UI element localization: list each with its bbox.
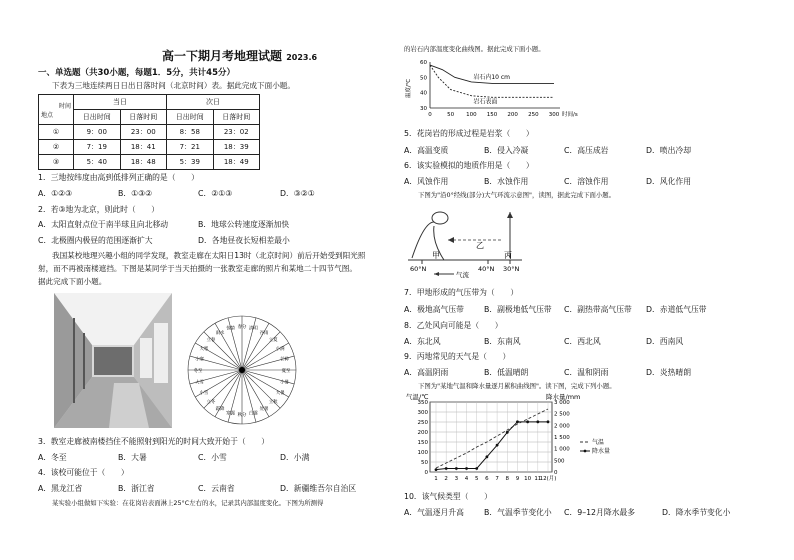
precipitation-point xyxy=(506,431,509,434)
q2-stem: 2．若③地为北京，则此时（ ） xyxy=(38,205,160,214)
subheader: 日出时间 xyxy=(167,110,214,125)
x-tick-label: 3 xyxy=(454,476,459,482)
header-day1: 当日 xyxy=(74,95,167,110)
y-tick-left: 0 xyxy=(424,470,428,476)
q2-option-b[interactable]: B．地球公转速度逐渐加快 xyxy=(198,220,290,229)
x-tick-label: 1 xyxy=(434,476,438,482)
passage2-line3: 据此完成下面小题。 xyxy=(38,277,107,286)
q3-option-b[interactable]: B．大暑 xyxy=(118,453,147,462)
x-tick-label: 9 xyxy=(515,476,520,482)
q7-option-b[interactable]: B．副极地低气压带 xyxy=(484,305,552,314)
passage2-line2: 射，而不再被南楼遮挡。下图是某同学于当天拍摄的一张教室走廊的照片和某地二十四节气图。 xyxy=(38,264,357,273)
q6-option-b[interactable]: B．水蚀作用 xyxy=(484,177,529,186)
q9-stem: 9．丙地常见的天气是（ ） xyxy=(404,352,511,361)
cell: 18：41 xyxy=(120,140,167,155)
airflow-label: 气流 xyxy=(456,271,469,279)
series-label: 岩石内10 cm xyxy=(473,73,511,81)
q9-option-d[interactable]: D．炎热晴朗 xyxy=(646,368,691,377)
x-axis-label: 时间/s xyxy=(562,112,578,118)
sunrise-table xyxy=(38,94,260,170)
x-tick-label: 150 xyxy=(486,112,498,118)
solar-term-label: 雨水 xyxy=(215,330,225,336)
q3-option-a[interactable]: A．冬至 xyxy=(38,453,67,462)
y-tick-label: 40 xyxy=(420,90,427,97)
table-row xyxy=(39,125,260,140)
q2-option-d[interactable]: D．各地昼夜长短相差最小 xyxy=(198,236,290,245)
solar-term-label: 小寒 xyxy=(195,357,204,363)
solar-term-label: 寒露 xyxy=(226,411,236,417)
q7-stem: 7．甲地形成的气压带为（ ） xyxy=(404,288,519,297)
q7-option-d[interactable]: D．赤道低气压带 xyxy=(646,305,707,314)
table-corner xyxy=(39,95,74,125)
series-line xyxy=(430,65,554,97)
precipitation-point xyxy=(435,468,438,471)
cell: 7：21 xyxy=(167,140,214,155)
q6-option-a[interactable]: A．风蚀作用 xyxy=(404,177,449,186)
cell: 9：00 xyxy=(74,125,121,140)
passage5: 下图为"某地气温和降水量逐月累积曲线图"。读下图，完成下列小题。 xyxy=(418,382,616,390)
solar-term-label: 小雪 xyxy=(199,391,209,396)
cell: 23：02 xyxy=(213,125,260,140)
q1-option-b[interactable]: B．①③② xyxy=(118,189,153,198)
q10-option-b[interactable]: B．气温季节变化小 xyxy=(484,508,552,517)
q8-option-a[interactable]: A．东北风 xyxy=(404,337,441,346)
cell: 18：39 xyxy=(213,140,260,155)
y-tick-right: 1 000 xyxy=(554,446,570,453)
table-intro: 下表为三地连续两日日出日落时间（北京时间）表。据此完成下面小题。 xyxy=(52,81,295,90)
x-tick-label: 10 xyxy=(524,476,532,482)
subheader: 日落时间 xyxy=(120,110,167,125)
y-tick-label: 30 xyxy=(420,106,427,112)
q5-stem: 5．花岗岩的形成过程是岩浆（ ） xyxy=(404,129,534,138)
q9-option-c[interactable]: C．温和阴雨 xyxy=(564,368,609,377)
precipitation-line xyxy=(436,422,548,470)
solar-term-label: 立冬 xyxy=(206,400,216,406)
precipitation-point xyxy=(465,467,468,470)
cell: ② xyxy=(39,140,74,155)
x-tick-label: 5 xyxy=(474,476,479,482)
solar-term-label: 惊蛰 xyxy=(226,326,236,332)
y-tick-right: 1 500 xyxy=(554,435,570,441)
solar-term-label: 立夏 xyxy=(268,337,278,343)
cell: 5：40 xyxy=(74,155,121,170)
q10-option-d[interactable]: D．降水季节变化小 xyxy=(662,508,731,517)
y-tick-right: 2 500 xyxy=(554,411,570,418)
q4-option-d[interactable]: D．新疆维吾尔自治区 xyxy=(280,484,357,493)
q7-option-a[interactable]: A．极地高气压带 xyxy=(404,305,464,314)
y-tick-right: 0 xyxy=(554,470,558,476)
x-tick-label: 0 xyxy=(428,112,432,118)
q6-option-d[interactable]: D．风化作用 xyxy=(646,177,691,186)
table-row xyxy=(39,140,260,155)
subheader: 日落时间 xyxy=(213,110,260,125)
solar-terms-diagram xyxy=(178,298,306,436)
solar-term-label: 大雪 xyxy=(195,380,204,386)
y-tick-right: 3 000 xyxy=(554,400,570,406)
y-tick-label: 50 xyxy=(420,75,427,82)
y-tick-right: 2 000 xyxy=(554,423,570,430)
q10-option-a[interactable]: A．气温逐月升高 xyxy=(404,508,464,517)
y-tick-left: 300 xyxy=(417,410,428,416)
x-tick-label: 100 xyxy=(466,112,477,118)
q8-option-c[interactable]: C．西北风 xyxy=(564,337,601,346)
precipitation-point xyxy=(486,455,489,458)
precipitation-point xyxy=(516,420,519,423)
cell: 8：58 xyxy=(167,125,214,140)
q7-option-c[interactable]: C．副热带高气压带 xyxy=(564,305,632,314)
q4-option-a[interactable]: A．黑龙江省 xyxy=(38,484,83,493)
q1-option-d[interactable]: D．③②① xyxy=(280,189,315,198)
q8-stem: 8．乙处风向可能是（ ） xyxy=(404,321,503,330)
passage3-right: 的岩石内部温度变化曲线图。据此完成下面小题。 xyxy=(404,45,545,53)
q2-option-c[interactable]: C．北极圈内极昼的范围逐渐扩大 xyxy=(38,236,153,245)
q3-option-d[interactable]: D．小满 xyxy=(280,453,310,462)
y-tick-left: 350 xyxy=(417,400,428,406)
cell: ① xyxy=(39,125,74,140)
climate-chart xyxy=(402,392,611,490)
solar-term-label: 芒种 xyxy=(280,357,289,363)
solar-term-label: 立秋 xyxy=(268,400,278,406)
q1-option-c[interactable]: C．②①③ xyxy=(198,189,233,198)
q5-option-b[interactable]: B．侵入冷凝 xyxy=(484,146,529,155)
solar-term-label: 处暑 xyxy=(259,407,269,413)
page-title xyxy=(162,47,317,64)
lat-40: 40°N xyxy=(478,265,495,273)
solar-term-label: 立春 xyxy=(206,337,216,343)
q8-option-d[interactable]: D．西南风 xyxy=(646,337,684,346)
x-tick-label: 2 xyxy=(444,476,448,482)
label-bing: 丙 xyxy=(504,251,512,260)
y-tick-right: 500 xyxy=(554,458,565,465)
solar-term-label: 小满 xyxy=(275,347,285,352)
y-axis-label: 温度/℃ xyxy=(406,78,412,98)
precipitation-point xyxy=(526,420,529,423)
q5-option-a[interactable]: A．高温变质 xyxy=(404,146,449,155)
precipitation-point xyxy=(536,420,539,423)
header-day2: 次日 xyxy=(167,95,260,110)
label-jia: 甲 xyxy=(432,251,440,260)
x-tick-label: 4 xyxy=(464,476,469,482)
q4-stem: 4．该校可能位于（ ） xyxy=(38,468,129,477)
x-tick-label: 11 xyxy=(534,476,542,482)
lat-30: 30°N xyxy=(503,265,520,273)
solar-term-label: 霜降 xyxy=(215,407,225,413)
solar-term-label: 秋分 xyxy=(237,413,247,418)
passage3-left: 某实验小组做如下实验：在花岗岩表面淋上25°C左右的水，记录其内部温度变化。下图为所测得 xyxy=(52,499,324,507)
cell: ③ xyxy=(39,155,74,170)
x-tick-label: 8 xyxy=(505,476,510,482)
solar-term-label: 大暑 xyxy=(275,391,285,396)
y-tick-left: 200 xyxy=(417,430,428,436)
cell: 18：48 xyxy=(120,155,167,170)
solar-term-label: 夏至 xyxy=(281,369,291,374)
solar-term-label: 小暑 xyxy=(280,380,289,386)
q4-option-b[interactable]: B．浙江省 xyxy=(118,484,155,493)
temperature-line xyxy=(436,409,548,468)
cell: 7：19 xyxy=(74,140,121,155)
corridor-photo xyxy=(54,293,172,428)
x-tick-label: 50 xyxy=(447,112,455,118)
legend-precipitation: 降水量 xyxy=(592,448,611,455)
circulation-diagram xyxy=(404,202,528,280)
q8-option-b[interactable]: B．东南风 xyxy=(484,337,521,346)
precipitation-point xyxy=(455,467,458,470)
precipitation-point xyxy=(496,444,499,447)
x-tick-label: 7 xyxy=(495,476,499,482)
y-tick-left: 50 xyxy=(421,460,428,466)
corner-top: 时间 xyxy=(58,102,71,110)
y-axis-left-label: 气温/℃ xyxy=(406,393,429,401)
cell: 18：49 xyxy=(213,155,260,170)
solar-term-label: 冬至 xyxy=(193,369,203,374)
precipitation-point xyxy=(445,467,448,470)
q3-stem: 3．教室走廊被南楼挡住不能照射到阳光的时间大致开始于（ ） xyxy=(38,437,270,446)
x-tick-label: 250 xyxy=(528,112,539,118)
solar-term-label: 大寒 xyxy=(199,347,209,352)
passage2-line1: 我国某校地理兴趣小组的同学发现，教室走廊在太阳日13时（北京时间）前后开始受到阳光照 xyxy=(52,251,366,260)
lat-60: 60°N xyxy=(410,265,427,273)
cell: 5：39 xyxy=(167,155,214,170)
y-tick-label: 60 xyxy=(420,60,427,66)
q6-stem: 6．该实验模拟的地质作用是（ ） xyxy=(404,161,534,170)
q6-option-c[interactable]: C．溶蚀作用 xyxy=(564,177,609,186)
cell: 23：00 xyxy=(120,125,167,140)
q10-option-c[interactable]: C．9–12月降水最多 xyxy=(564,508,636,517)
precipitation-point xyxy=(547,420,550,423)
subheader: 日出时间 xyxy=(74,110,121,125)
x-tick-label: 200 xyxy=(507,112,518,118)
section-heading: 一、单选题（共30小题，每题1．5分，共计45分） xyxy=(38,68,235,78)
q5-option-c[interactable]: C．高压成岩 xyxy=(564,146,609,155)
solar-term-label: 谷雨 xyxy=(259,330,269,336)
q9-option-b[interactable]: B．低温晴朗 xyxy=(484,368,529,377)
y-tick-left: 150 xyxy=(417,440,428,446)
q2-option-a[interactable]: A．太阳直射点位于南半球且向北移动 xyxy=(38,220,169,229)
title-text: 高一下期月考地理试题 xyxy=(162,49,283,63)
q1-stem: 1．三地按纬度由高到低排列正确的是（ ） xyxy=(38,173,199,182)
q5-option-d[interactable]: D．喷出冷却 xyxy=(646,146,691,155)
y-tick-left: 100 xyxy=(417,450,428,456)
q1-option-a[interactable]: A．①②③ xyxy=(38,189,73,198)
corner-bottom: 地点 xyxy=(41,111,54,119)
passage4: 下图为"沿0°经线(部分)大气环流示意图"，读图，据此完成下面小题。 xyxy=(418,191,616,199)
solar-term-label: 白露 xyxy=(248,411,258,417)
x-tick-label: 300 xyxy=(548,112,560,118)
table-row xyxy=(39,155,260,170)
y-tick-left: 250 xyxy=(417,420,428,426)
q9-option-a[interactable]: A．高温阴雨 xyxy=(404,368,449,377)
x-tick-label: 12(月) xyxy=(539,476,557,482)
y-axis-right-label: 降水量/mm xyxy=(546,393,581,401)
solar-term-label: 清明 xyxy=(248,326,258,332)
x-tick-label: 6 xyxy=(485,476,489,482)
precipitation-point xyxy=(475,467,478,470)
q4-option-c[interactable]: C．云南省 xyxy=(198,484,235,493)
series-label: 岩石表面 xyxy=(473,98,498,106)
rock-temperature-chart xyxy=(404,56,584,124)
label-yi: 乙 xyxy=(476,241,484,250)
title-date: 2023.6 xyxy=(286,53,318,62)
legend-temperature: 气温 xyxy=(592,439,605,446)
arrow-icon xyxy=(434,272,439,276)
q3-option-c[interactable]: C．小雪 xyxy=(198,453,227,462)
solar-term-label: 春分 xyxy=(237,325,247,330)
q10-stem: 10．该气候类型（ ） xyxy=(404,492,492,501)
